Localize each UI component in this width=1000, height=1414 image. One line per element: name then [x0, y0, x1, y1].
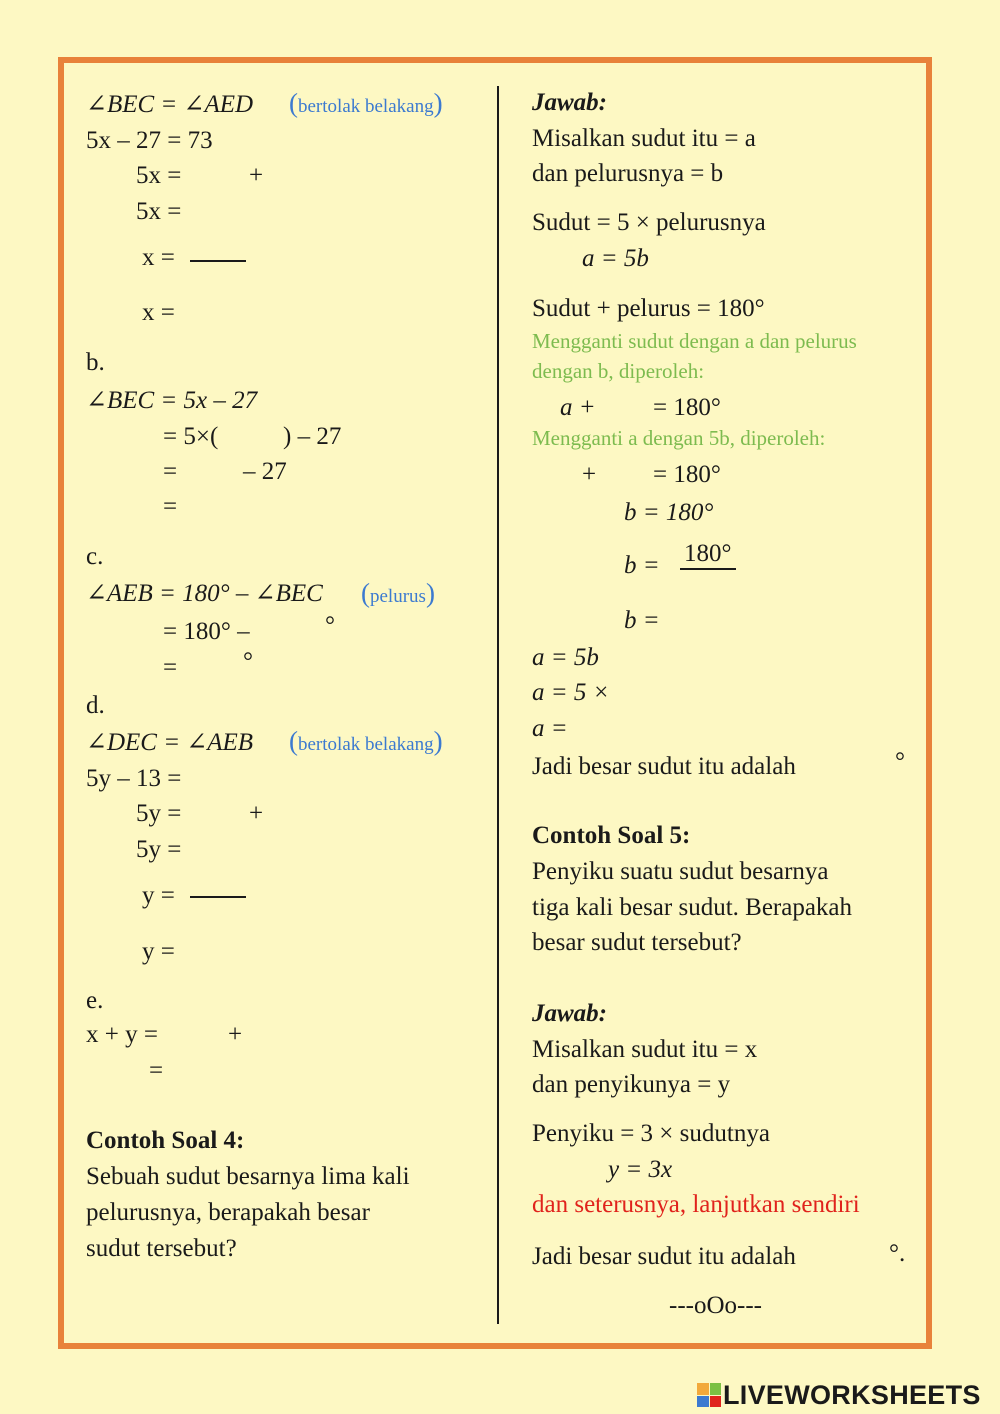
frac-numerator: 180°	[684, 540, 732, 567]
label-d: d.	[86, 692, 105, 719]
sudut-5-pelurus: Sudut = 5 × pelurusnya	[532, 209, 766, 236]
jawab-heading: Jawab:	[532, 89, 607, 116]
note-text: bertolak belakang	[298, 96, 434, 117]
eq-b-result: =	[163, 493, 178, 520]
hint-ganti-1: Mengganti sudut dengan a dan pelurus	[532, 329, 857, 353]
soal5-line-2: tiga kali besar sudut. Berapakah	[532, 894, 853, 921]
eq-b-result: b =	[624, 607, 660, 634]
eq-x-result: x =	[142, 299, 175, 326]
eq-5x-27: 5x – 27 = 73	[86, 127, 213, 154]
eq-5y-2: 5y =	[136, 836, 182, 863]
eq-a-5-times: a = 5 ×	[532, 679, 610, 706]
soal4-line-2: pelurusnya, berapakah besar	[86, 1199, 370, 1226]
column-divider	[497, 86, 499, 1324]
eq-b-frac: b =	[624, 552, 660, 579]
jawab-heading: Jawab:	[532, 1000, 607, 1027]
soal4-title: Contoh Soal 4:	[86, 1127, 245, 1154]
eq-b-sub-tail: ) – 27	[283, 423, 342, 450]
eq-bec-aed: ∠BEC = ∠AED	[86, 91, 254, 118]
eq-b-mult: =	[163, 458, 178, 485]
liveworksheets-logo	[697, 1381, 981, 1409]
plus-sign: +	[249, 162, 264, 189]
eq-a-5b: a = 5b	[582, 245, 649, 272]
eq-e-result: =	[149, 1057, 164, 1084]
fraction-bar	[190, 260, 246, 262]
eq-5x-2: 5x =	[136, 198, 182, 225]
note-pelurus: (pelurus)	[361, 578, 435, 608]
worksheet-frame	[58, 57, 932, 1349]
soal5-title: Contoh Soal 5:	[532, 822, 691, 849]
jadi-besar-2: Jadi besar sudut itu adalah	[532, 1243, 796, 1270]
label-c: c.	[86, 543, 104, 570]
label-e: e.	[86, 987, 104, 1014]
eq-c-sub: = 180° –	[163, 618, 250, 645]
fraction-bar	[190, 896, 246, 898]
eq-5x-1: 5x =	[136, 162, 182, 189]
hint-ganti-2: dengan b, diperoleh:	[532, 359, 705, 383]
eq-y-fraction: y =	[142, 882, 175, 909]
penyiku-y: dan penyikunya = y	[532, 1071, 731, 1098]
note-bertolak-belakang: (bertolak belakang)	[289, 726, 443, 756]
eq-a-plus-tail: = 180°	[653, 394, 721, 421]
eq-b-mult-tail: – 27	[243, 458, 287, 485]
eq-x-plus-y: x + y =	[86, 1021, 158, 1048]
soal4-line-1: Sebuah sudut besarnya lima kali	[86, 1163, 410, 1190]
label-b: b.	[86, 349, 105, 376]
eq-bec-5x: ∠BEC = 5x – 27	[86, 387, 258, 414]
note-text: pelurus	[370, 586, 426, 607]
misalkan-a: Misalkan sudut itu = a	[532, 125, 756, 152]
soal5-line-3: besar sudut tersebut?	[532, 929, 742, 956]
note-bertolak-belakang: (bertolak belakang)	[289, 88, 443, 118]
pelurus-b: dan pelurusnya = b	[532, 160, 724, 187]
eq-y-result: y =	[142, 938, 175, 965]
sudut-plus-pelurus: Sudut + pelurus = 180°	[532, 295, 765, 322]
eq-a-result: a =	[532, 715, 568, 742]
soal4-line-3: sudut tersebut?	[86, 1235, 237, 1262]
degree-sign: °	[243, 648, 253, 675]
plus-sign: +	[228, 1021, 243, 1048]
eq-c-result: =	[163, 654, 178, 681]
degree-sign: °	[325, 612, 335, 639]
instruction-continue: dan seterusnya, lanjutkan sendiri	[532, 1191, 860, 1218]
logo-square	[697, 1383, 709, 1395]
penyiku-3-sudut: Penyiku = 3 × sudutnya	[532, 1120, 770, 1147]
eq-5y-1: 5y =	[136, 800, 182, 827]
degree-sign: °	[895, 748, 905, 775]
logo-square	[697, 1396, 709, 1408]
eq-aeb: ∠AEB = 180° – ∠BEC	[86, 580, 323, 607]
eq-dec-aeb: ∠DEC = ∠AEB	[86, 729, 254, 756]
logo-text: LIVEWORKSHEETS	[723, 1379, 981, 1410]
eq-a-plus: a +	[560, 394, 596, 421]
misalkan-x: Misalkan sudut itu = x	[532, 1036, 758, 1063]
end-marker: ---oOo---	[669, 1292, 763, 1319]
eq-y-3x: y = 3x	[608, 1156, 673, 1183]
eq-b-180: b = 180°	[624, 499, 714, 526]
hint-ganti-3: Mengganti a dengan 5b, diperoleh:	[532, 426, 826, 450]
jadi-besar-1: Jadi besar sudut itu adalah	[532, 753, 796, 780]
eq-x-fraction: x =	[142, 244, 175, 271]
eq-plus-tail: = 180°	[653, 461, 721, 488]
degree-sign: °.	[889, 1240, 906, 1267]
eq-5y-13: 5y – 13 =	[86, 765, 182, 792]
soal5-line-1: Penyiku suatu sudut besarnya	[532, 858, 829, 885]
logo-square	[710, 1383, 722, 1395]
note-text: bertolak belakang	[298, 734, 434, 755]
fraction-bar	[680, 568, 736, 570]
eq-a-5b-2: a = 5b	[532, 644, 599, 671]
plus-sign: +	[249, 800, 264, 827]
eq-plus: +	[582, 461, 597, 488]
logo-grid-icon	[697, 1383, 721, 1407]
logo-square	[710, 1396, 722, 1408]
eq-b-sub: = 5×(	[163, 423, 219, 450]
